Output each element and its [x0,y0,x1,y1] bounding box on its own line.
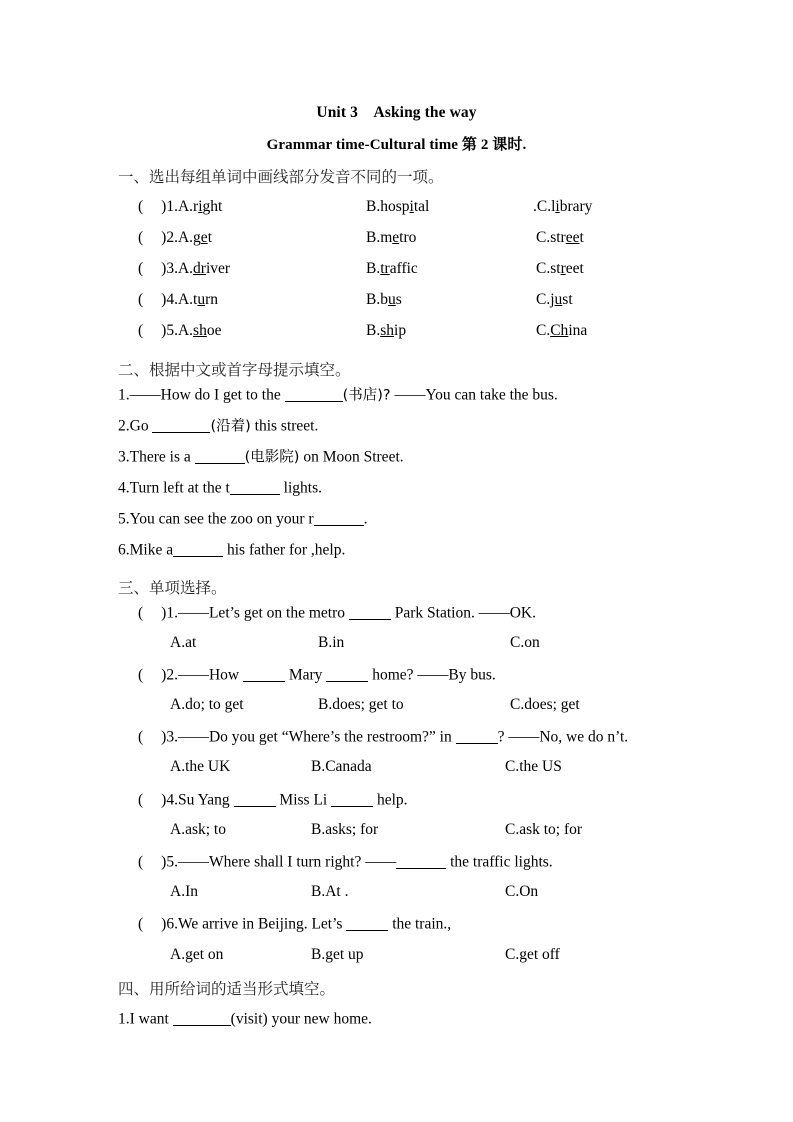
question-3-1-option-b[interactable]: B.in [318,634,345,651]
question-3-3-option-a[interactable]: A.the UK [170,758,231,775]
question-1-1-option-c[interactable]: .C.library [533,198,593,215]
fill-blank[interactable] [326,666,368,682]
fill-blank[interactable] [243,666,285,682]
answer-paren[interactable]: ( [138,604,144,622]
question-3-4-stem: ( )4.Su Yang Miss Li help. [138,791,408,809]
question-1-1-number: ( )1.A.right [138,198,223,215]
question-1-4-option-c[interactable]: C.just [536,291,573,308]
question-1-1-option-b[interactable]: B.hospital [366,198,430,215]
question-1-4-number: ( )4.A.turn [138,291,219,308]
page-title: Unit 3 Asking the way [316,104,477,121]
question-3-2-option-a[interactable]: A.do; to get [170,696,244,713]
fill-item-2-6: 6.Mike a his father for ,help. [118,541,346,559]
question-3-1-option-c[interactable]: C.on [510,634,540,651]
question-1-5-number: ( )5.A.shoe [138,322,222,339]
question-1-5-option-c[interactable]: C.China [536,322,588,339]
question-3-6-option-b[interactable]: B.get up [311,946,364,963]
question-3-6-option-c[interactable]: C.get off [505,946,560,963]
section-4-heading: 四、用所给词的适当形式填空。 [118,980,336,998]
question-1-3-number: ( )3.A.driver [138,260,231,277]
fill-blank[interactable] [456,728,498,744]
answer-paren[interactable]: ( [138,853,144,871]
fill-item-4-1: 1.I want (visit) your new home. [118,1010,372,1028]
question-3-5-option-b[interactable]: B.At . [311,883,349,900]
answer-paren[interactable]: ( [138,791,144,809]
fill-blank[interactable] [195,448,245,464]
question-3-5-option-c[interactable]: C.On [505,883,539,900]
fill-blank[interactable] [346,915,388,931]
question-1-3-option-c[interactable]: C.street [536,260,584,277]
fill-blank[interactable] [331,791,373,807]
question-3-3-option-c[interactable]: C.the US [505,758,562,775]
question-3-1-option-a[interactable]: A.at [170,634,197,651]
fill-blank[interactable] [349,604,391,620]
question-1-3-option-b[interactable]: B.traffic [366,260,418,277]
question-1-2-number: ( )2.A.get [138,229,212,246]
fill-blank[interactable] [173,541,223,557]
answer-paren[interactable]: ( [138,291,144,308]
fill-item-2-1: 1.——How do I get to the (书店)? ——You can take the bus. [118,386,558,404]
answer-paren[interactable]: ( [138,260,144,277]
fill-blank[interactable] [285,386,343,402]
fill-item-2-4: 4.Turn left at the t lights. [118,479,322,497]
answer-paren[interactable]: ( [138,322,144,339]
question-3-1-stem: ( )1.——Let’s get on the metro Park Station. ——OK. [138,604,536,622]
section-2-heading: 二、根据中文或首字母提示填空。 [118,361,351,379]
fill-item-2-5: 5.You can see the zoo on your r . [118,510,368,528]
fill-blank[interactable] [396,853,446,869]
question-3-5-option-a[interactable]: A.In [170,883,198,900]
answer-paren[interactable]: ( [138,666,144,684]
question-3-4-option-b[interactable]: B.asks; for [311,821,379,838]
question-3-4-option-c[interactable]: C.ask to; for [505,821,583,838]
answer-paren[interactable]: ( [138,728,144,746]
question-3-5-stem: ( )5.——Where shall I turn right? —— the traffic lights. [138,853,553,871]
question-3-2-option-c[interactable]: C.does; get [510,696,580,713]
answer-paren[interactable]: ( [138,915,144,933]
page-subtitle: Grammar time-Cultural time 第 2 课时. [266,137,527,153]
answer-paren[interactable]: ( [138,198,144,215]
answer-paren[interactable]: ( [138,229,144,246]
question-1-4-option-b[interactable]: B.bus [366,291,402,308]
question-3-4-option-a[interactable]: A.ask; to [170,821,226,838]
question-3-6-stem: ( )6.We arrive in Beijing. Let’s the train., [138,915,452,933]
question-1-2-option-c[interactable]: C.street [536,229,584,246]
section-1-heading: 一、选出每组单词中画线部分发音不同的一项。 [118,168,444,186]
fill-item-2-3: 3.There is a (电影院) on Moon Street. [118,448,404,466]
fill-blank[interactable] [314,510,364,526]
fill-blank[interactable] [234,791,276,807]
fill-blank[interactable] [173,1010,231,1026]
section-3-heading: 三、单项选择。 [118,579,227,597]
fill-blank[interactable] [152,417,210,433]
question-1-2-option-b[interactable]: B.metro [366,229,417,246]
question-3-2-stem: ( )2.——How Mary home? ——By bus. [138,666,496,684]
question-3-3-stem: ( )3.——Do you get “Where’s the restroom?” in ? ——No, we do n’t. [138,728,629,746]
question-3-2-option-b[interactable]: B.does; get to [318,696,404,713]
question-3-6-option-a[interactable]: A.get on [170,946,224,963]
question-1-5-option-b[interactable]: B.ship [366,322,407,339]
question-3-3-option-b[interactable]: B.Canada [311,758,372,775]
fill-blank[interactable] [230,479,280,495]
fill-item-2-2: 2.Go (沿着) this street. [118,417,319,435]
